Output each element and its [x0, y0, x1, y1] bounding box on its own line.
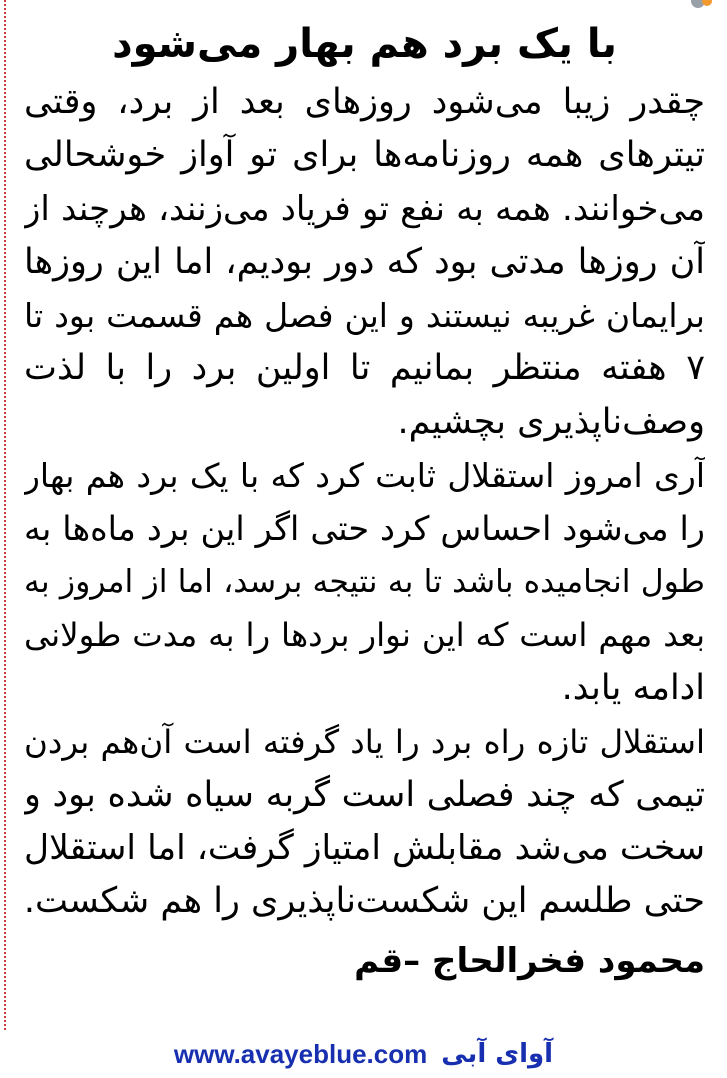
brand-name: آوای آبی — [441, 1039, 554, 1069]
text-line: برایمان غریبه نیستند و این فصل هم قسمت بود تا — [24, 296, 705, 336]
footer — [0, 1030, 727, 1078]
paragraph-2 — [24, 449, 705, 715]
text-line: را می‌شود احساس کرد حتی اگر این برد ماه‌ها به — [24, 509, 705, 549]
text-line: تیترهای همه روزنامه‌ها برای تو آواز خوشحالی — [24, 135, 705, 176]
article — [24, 0, 705, 991]
text-line: ادامه یابد. — [561, 668, 705, 709]
text-line: تیمی که چند فصلی است گربه سیاه شده بود و — [24, 774, 705, 815]
website-link[interactable]: www.avayeblue.com — [173, 1038, 428, 1069]
column-divider — [4, 0, 6, 1030]
text-line: چقدر زیبا می‌شود روزهای بعد از برد، وقتی — [24, 82, 705, 122]
text-line: طول انجامیده باشد تا به نتیجه برسد، اما از امروز به — [24, 563, 705, 600]
text-line: می‌خوانند. همه به نفع تو فریاد می‌زنند، هرچند از — [24, 188, 705, 229]
text-line: حتی طلسم این شکست‌ناپذیری را هم شکست. — [24, 881, 705, 922]
paragraph-1 — [24, 76, 705, 449]
article-headline: با یک برد هم بهار می‌شود — [112, 21, 617, 67]
text-line: وصف‌ناپذیری بچشیم. — [397, 401, 705, 442]
text-line: استقلال تازه راه برد را یاد گرفته است آن‌هم بردن — [24, 722, 705, 761]
text-line: آن روزها مدتی بود که دور بودیم، اما این روزها — [24, 241, 705, 282]
text-line: آری امروز استقلال ثابت کرد که با یک برد هم بهار — [24, 456, 705, 496]
text-line: بعد مهم است که این نوار بردها را به مدت طولانی — [24, 615, 705, 654]
author-byline: محمود فخرالحاج –قم — [354, 940, 705, 981]
paragraph-3 — [24, 716, 705, 929]
text-line: سخت می‌شد مقابلش امتیاز گرفت، اما استقلال — [24, 828, 705, 869]
text-line: ۷ هفته منتظر بمانیم تا اولین برد را با لذت — [24, 348, 705, 389]
